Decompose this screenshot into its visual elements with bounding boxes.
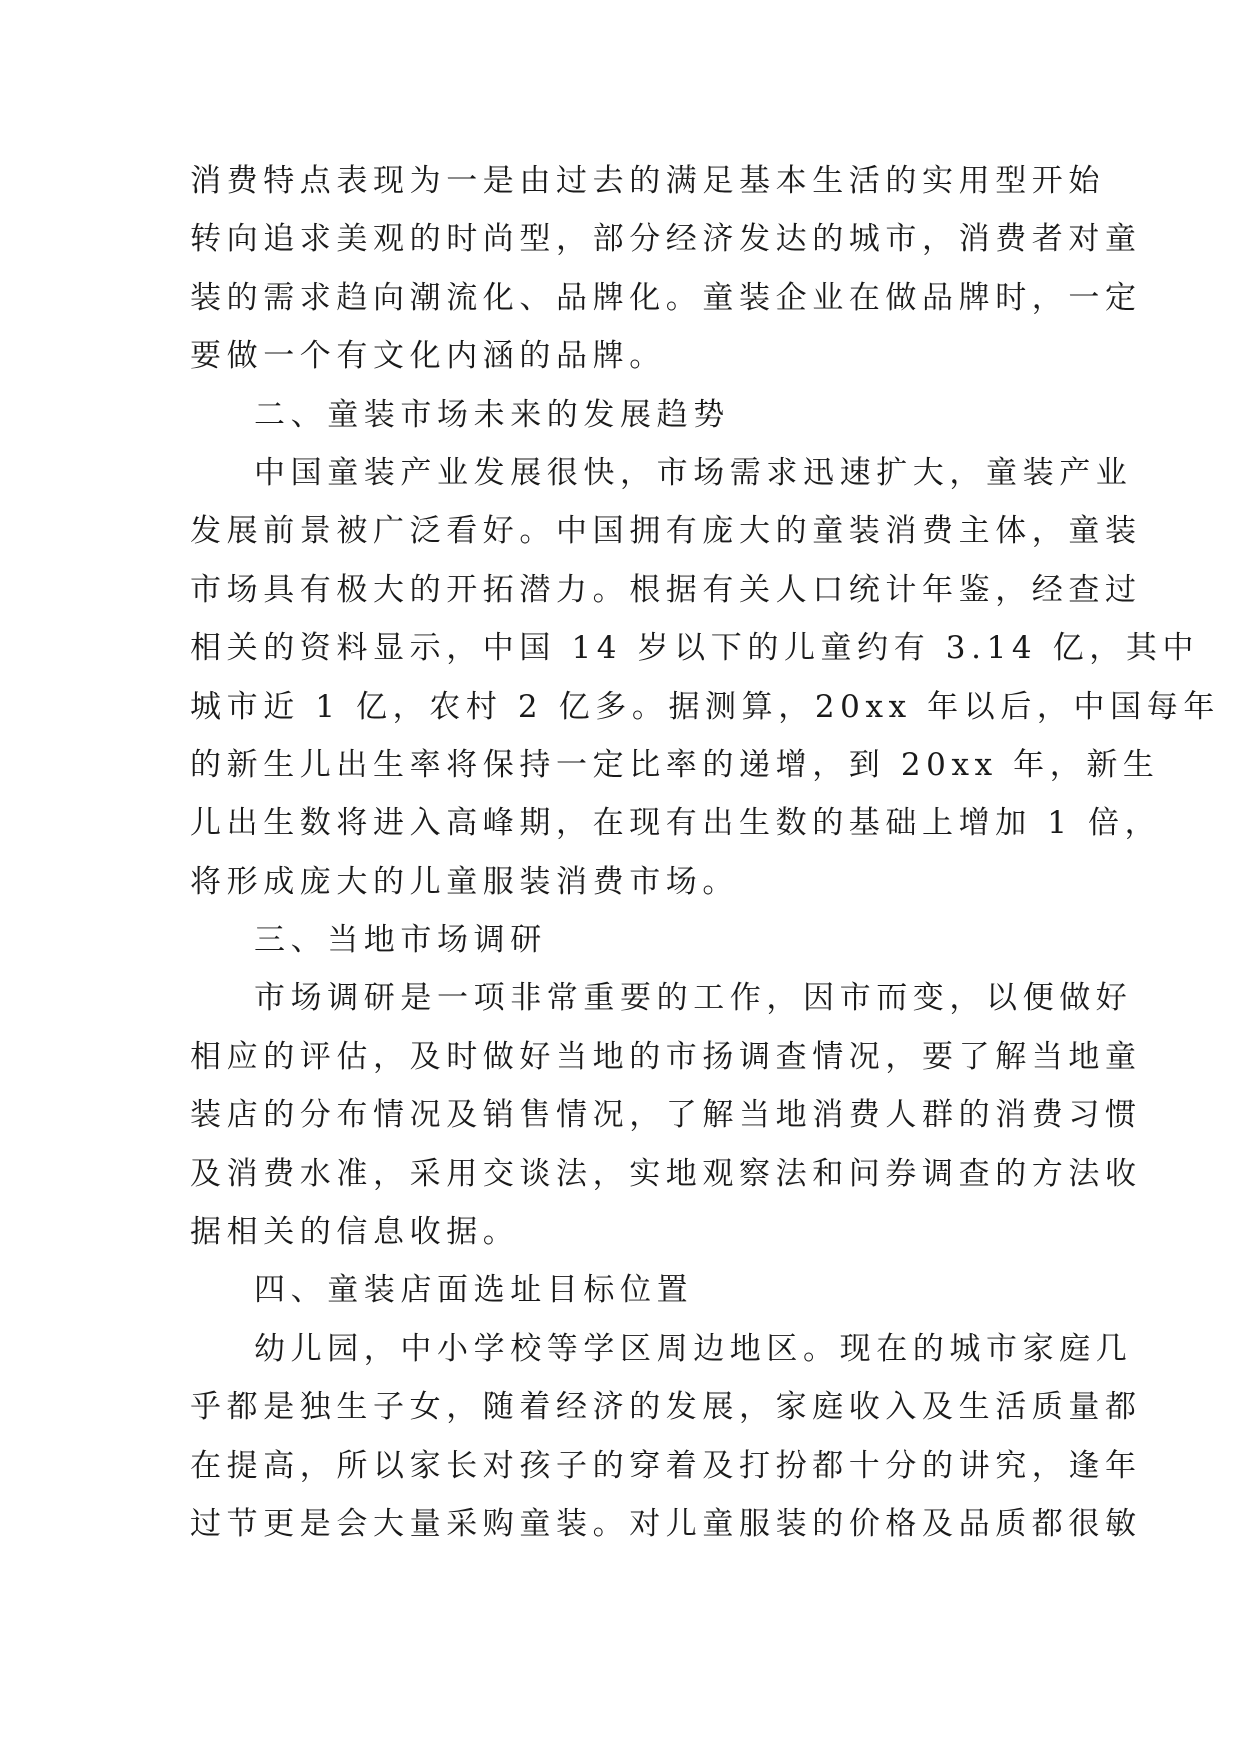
text-line: 的新生儿出生率将保持一定比率的递增，到 20xx 年，新生	[190, 746, 1160, 783]
paragraph-start-line: 三、当地市场调研	[254, 922, 547, 959]
text-line: 及消费水准，采用交谈法，实地观察法和问券调查的方法收	[190, 1155, 1142, 1192]
text-line: 过节更是会大量采购童装。对儿童服装的价格及品质都很敏	[190, 1505, 1142, 1542]
paragraph-start-line: 市场调研是一项非常重要的工作，因市而变，以便做好	[254, 980, 1133, 1017]
paragraph-start-line: 幼儿园，中小学校等学区周边地区。现在的城市家庭几	[254, 1330, 1133, 1367]
paragraph-start-line: 四、童装店面选址目标位置	[254, 1272, 694, 1309]
text-line: 据相关的信息收据。	[190, 1214, 520, 1251]
text-line: 儿出生数将进入高峰期，在现有出生数的基础上增加 1 倍，	[190, 805, 1162, 842]
text-line: 将形成庞大的儿童服装消费市场。	[190, 863, 739, 900]
document-body	[190, 152, 1220, 1553]
text-line: 城市近 1 亿，农村 2 亿多。据测算，20xx 年以后，中国每年	[190, 688, 1220, 725]
text-line: 要做一个有文化内涵的品牌。	[190, 338, 666, 375]
text-line: 在提高，所以家长对孩子的穿着及打扮都十分的讲究，逢年	[190, 1447, 1142, 1484]
text-line: 相应的评估，及时做好当地的市扬调查情况，要了解当地童	[190, 1038, 1142, 1075]
text-line: 装的需求趋向潮流化、品牌化。童装企业在做品牌时，一定	[190, 279, 1142, 316]
text-line: 消费特点表现为一是由过去的满足基本生活的实用型开始	[190, 163, 1105, 199]
paragraph-start-line: 中国童装产业发展很快，市场需求迅速扩大，童装产业	[254, 454, 1133, 491]
text-line: 市场具有极大的开拓潜力。根据有关人口统计年鉴，经查过	[190, 571, 1142, 608]
text-line: 相关的资料显示，中国 14 岁以下的儿童约有 3.14 亿，其中	[190, 630, 1200, 667]
paragraph-start-line: 二、童装市场未来的发展趋势	[254, 396, 730, 433]
text-line: 发展前景被广泛看好。中国拥有庞大的童装消费主体，童装	[190, 513, 1142, 550]
text-line: 乎都是独生子女，随着经济的发展，家庭收入及生活质量都	[190, 1389, 1142, 1426]
text-line: 转向追求美观的时尚型，部分经济发达的城市，消费者对童	[190, 221, 1142, 258]
text-line: 装店的分布情况及销售情况，了解当地消费人群的消费习惯	[190, 1097, 1142, 1134]
